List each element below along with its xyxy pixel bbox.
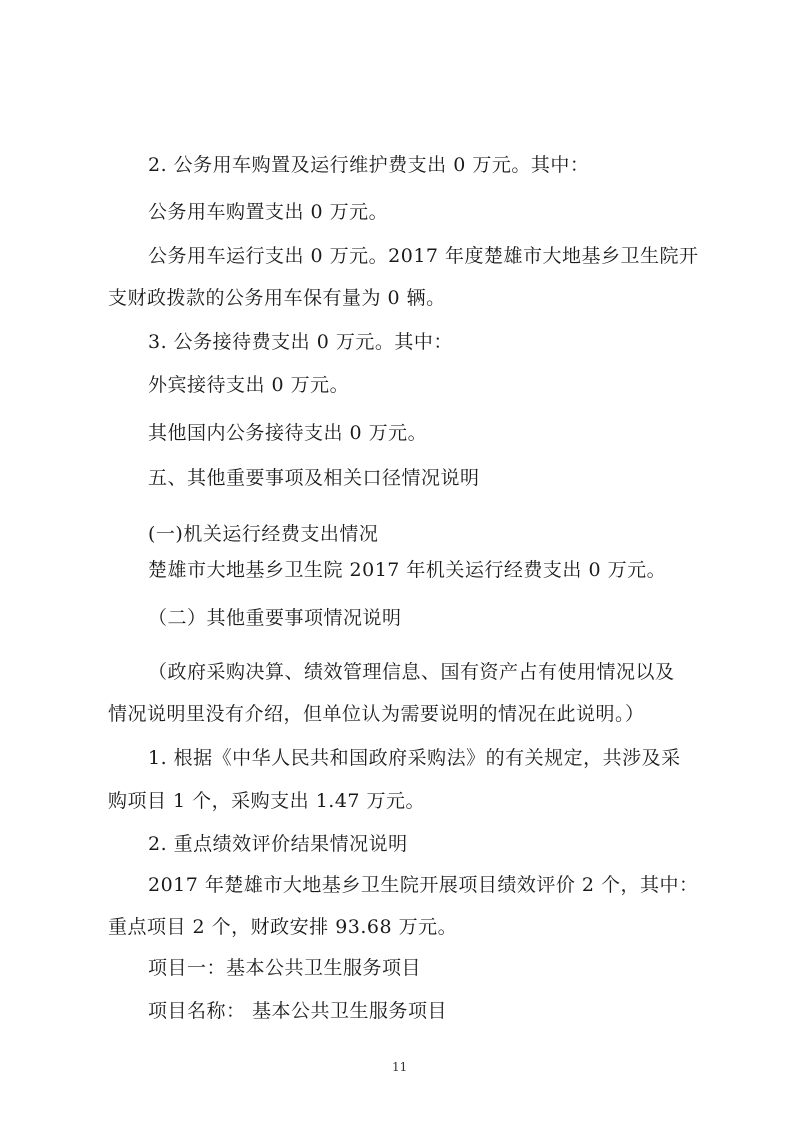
subsection-heading-performance: 2. 重点绩效评价结果情况说明 (148, 833, 408, 855)
paragraph-line-procurement-part1: 1. 根据《中华人民共和国政府采购法》的有关规定，共涉及采 (148, 747, 681, 769)
paragraph-line-reception-total: 3. 公务接待费支出 0 万元。其中： (148, 331, 453, 353)
paragraph-line-vehicle-count: 支财政拨款的公务用车保有量为 0 辆。 (108, 287, 446, 309)
paragraph-line-note-part1: （政府采购决算、绩效管理信息、国有资产占有使用情况以及 (148, 661, 675, 683)
section-heading-other-matters: 五、其他重要事项及相关口径情况说明 (148, 467, 480, 489)
subsection-heading-other-important: （二）其他重要事项情况说明 (148, 607, 402, 629)
paragraph-line-project-one: 项目一：基本公共卫生服务项目 (148, 957, 422, 979)
paragraph-line-performance-part2: 重点项目 2 个，财政安排 93.68 万元。 (108, 916, 458, 938)
paragraph-line-domestic-reception: 其他国内公务接待支出 0 万元。 (148, 422, 428, 444)
subsection-heading-operating-expenses: (一)机关运行经费支出情况 (148, 523, 379, 545)
paragraph-line-vehicle-purchase: 公务用车购置支出 0 万元。 (148, 201, 389, 223)
paragraph-line-vehicle-total: 2. 公务用车购置及运行维护费支出 0 万元。其中： (148, 154, 590, 176)
paragraph-line-vehicle-operation: 公务用车运行支出 0 万元。2017 年度楚雄市大地基乡卫生院开 (148, 245, 699, 267)
paragraph-line-procurement-part2: 购项目 1 个，采购支出 1.47 万元。 (108, 790, 426, 812)
page-number: 11 (392, 1060, 408, 1074)
paragraph-line-performance-part1: 2017 年楚雄市大地基乡卫生院开展项目绩效评价 2 个，其中： (148, 874, 699, 896)
paragraph-line-project-name: 项目名称： 基本公共卫生服务项目 (148, 1000, 448, 1022)
paragraph-line-note-part2: 情况说明里没有介绍，但单位认为需要说明的情况在此说明。） (108, 703, 645, 725)
paragraph-line-operating-expenses: 楚雄市大地基乡卫生院 2017 年机关运行经费支出 0 万元。 (148, 559, 667, 581)
paragraph-line-foreign-reception: 外宾接待支出 0 万元。 (148, 374, 350, 396)
